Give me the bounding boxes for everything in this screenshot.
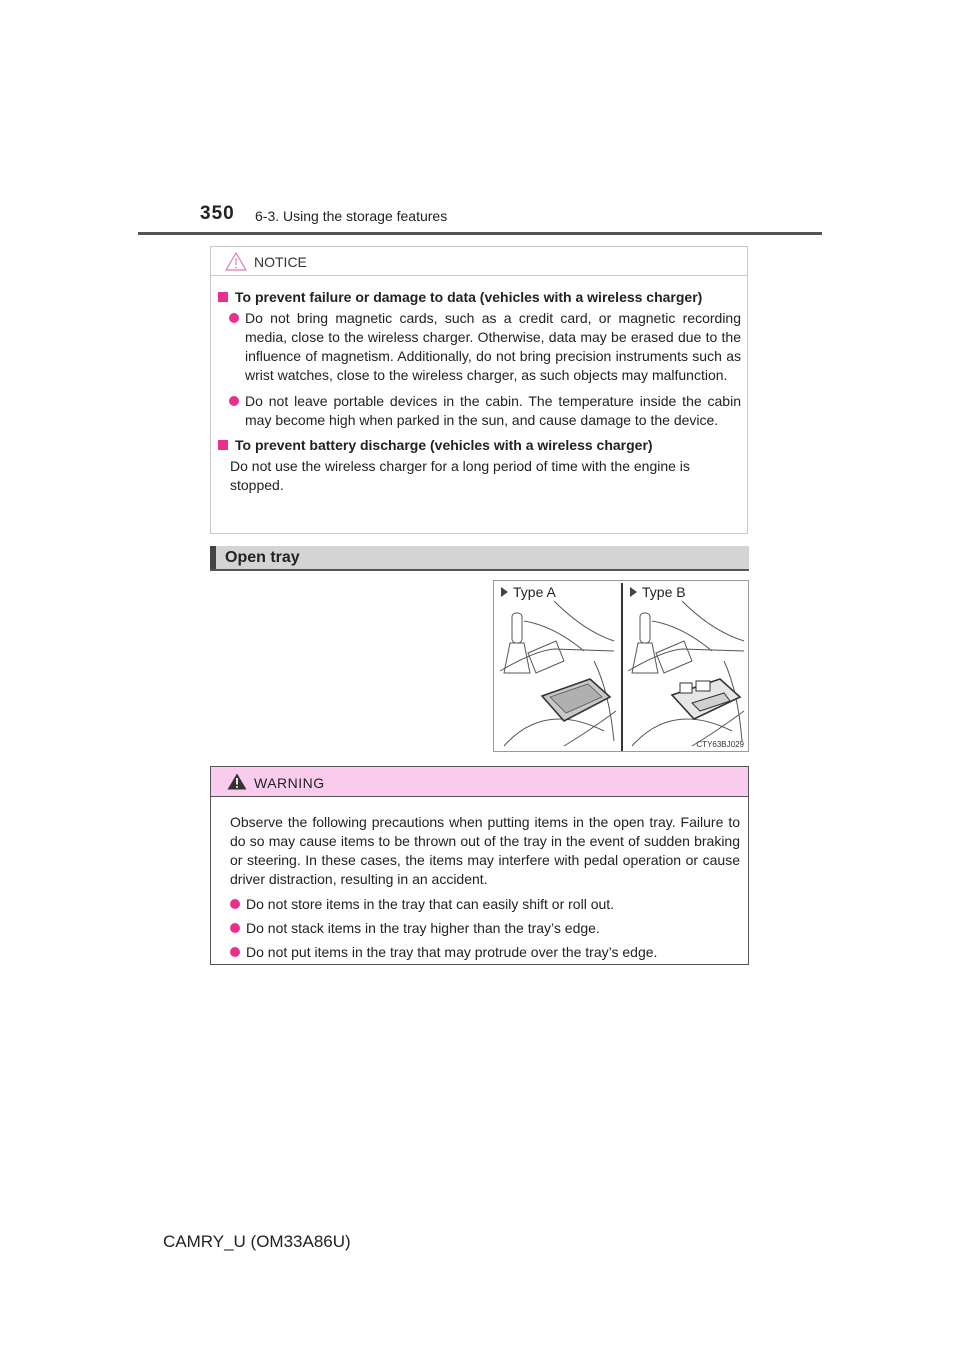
open-tray-heading-text: Open tray — [225, 549, 300, 566]
warning-bullet-text: Do not stack items in the tray higher than the tray’s edge. — [246, 920, 600, 936]
notice-header — [211, 247, 747, 276]
section-title: 6-3. Using the storage features — [255, 208, 448, 224]
warning-intro: Observe the following precautions when putting items in the open tray. Failure to do so may cause items to be thrown out of the tray in the event of sudden braking or steering. In these cases, the items may interfere with pedal operation or cause driver distraction, resulting in an accident. — [230, 814, 740, 887]
header-rule — [138, 232, 822, 235]
notice-label: NOTICE — [254, 254, 307, 270]
bullet-dot-icon — [229, 396, 239, 406]
warning-triangle-icon — [227, 773, 247, 790]
warning-bullet — [230, 919, 740, 938]
arrow-right-icon — [501, 587, 508, 597]
open-tray-figure — [493, 580, 749, 752]
square-bullet-icon — [218, 292, 228, 302]
notice-bullet-text: Do not leave portable devices in the cabin. The temperature inside the cabin may become high when parked in the sun, and cause damage to the device. — [245, 393, 741, 428]
notice-body — [211, 276, 747, 495]
notice-box — [210, 246, 748, 534]
warning-box — [210, 766, 749, 965]
type-a-text: Type A — [513, 584, 556, 600]
caution-triangle-icon — [225, 252, 247, 271]
warning-bullet-text: Do not store items in the tray that can easily shift or roll out. — [246, 896, 615, 912]
type-b-text: Type B — [642, 584, 686, 600]
figure-code: CTY63BJ029 — [696, 740, 744, 749]
bullet-dot-icon — [230, 899, 240, 909]
warning-bullet — [230, 895, 740, 914]
warning-bullet-text: Do not put items in the tray that may protrude over the tray’s edge. — [246, 944, 658, 960]
square-bullet-icon — [218, 440, 228, 450]
type-b-label — [630, 584, 686, 600]
bullet-dot-icon — [229, 313, 239, 323]
notice-bullet — [229, 309, 741, 385]
notice-heading-battery — [217, 437, 741, 453]
notice-heading-text: To prevent failure or damage to data (vehicles with a wireless charger) — [235, 289, 703, 305]
tray-illustration — [494, 581, 750, 753]
notice-heading-data — [217, 289, 741, 305]
arrow-right-icon — [630, 587, 637, 597]
type-a-label — [501, 584, 556, 600]
notice-bullet-text: Do not bring magnetic cards, such as a credit card, or magnetic recording media, close to the wireless charger. Otherwise, data may be erased due to the influence of magnetism. Additionally, do not bring precision instruments such as wrist watches, close to the wireless charger, as such objects may malfunction. — [245, 310, 741, 383]
warning-body — [211, 797, 748, 962]
bullet-dot-icon — [230, 923, 240, 933]
bullet-dot-icon — [230, 947, 240, 957]
notice-bullet — [229, 392, 741, 430]
footer-model: CAMRY_U (OM33A86U) — [163, 1232, 351, 1251]
warning-bullet — [230, 943, 740, 962]
notice-battery-text: Do not use the wireless charger for a long period of time with the engine is stopped. — [230, 458, 690, 493]
heading-bar — [210, 546, 216, 569]
page-number: 350 — [200, 203, 235, 224]
warning-header — [211, 767, 748, 797]
open-tray-heading — [210, 546, 749, 571]
warning-label: WARNING — [254, 775, 325, 791]
notice-heading-text: To prevent battery discharge (vehicles with a wireless charger) — [235, 437, 653, 453]
